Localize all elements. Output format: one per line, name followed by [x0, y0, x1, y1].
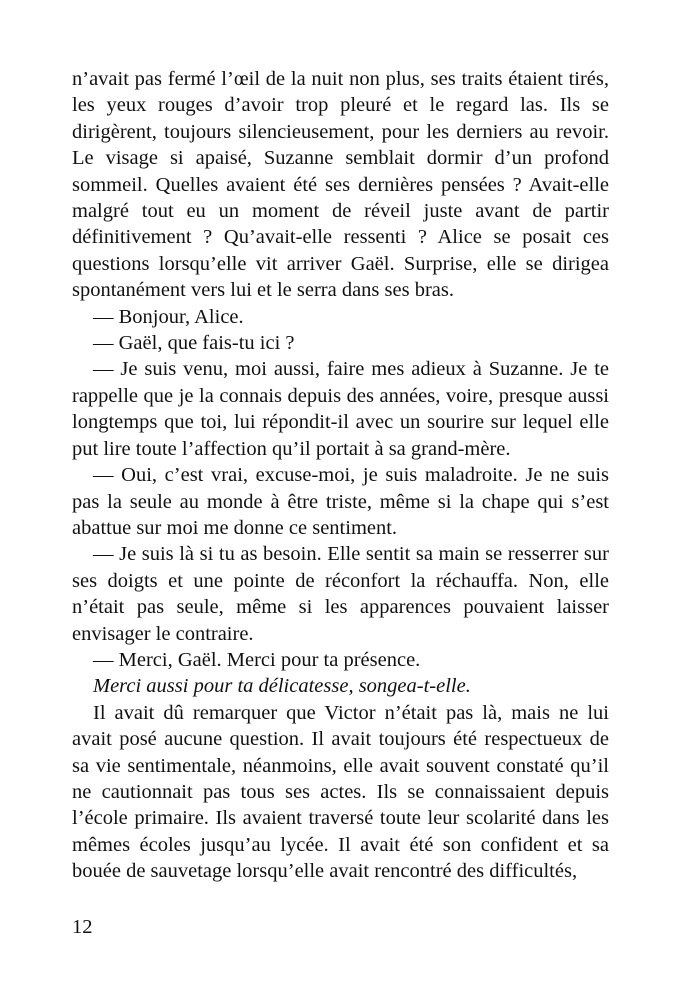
inner-thought-line: Merci aussi pour ta délicatesse, songea-t-elle. [93, 675, 471, 698]
dialogue-line-question: — Gaël, que fais-tu ici ? [93, 332, 295, 355]
paragraph-closing: Il avait dû remarquer que Victor n’était pas là, mais ne lui avait posé aucune question. Il avait toujours été respectueux de sa vie sentimentale, néanmoins, elle avait souvent constaté qu’il ne cautionnait pas tous ses actes. Ils se connaissaient depuis l’école primaire. Ils avaient traversé toute leur scolarité dans les mêmes écoles jusqu’au lycée. Il avait été son confident et sa bouée de sauvetage lorsqu’elle avait rencontré des difficultés, [72, 701, 609, 883]
dialogue-line-besoin: — Je suis là si tu as besoin. Elle sentit sa main se resserrer sur ses doigts et une pointe de réconfort la réchauffa. Non, elle n’était pas seule, même si les apparences pouvaient laisser envisager le contraire. [72, 543, 609, 645]
body-text [72, 66, 609, 885]
page-number: 12 [72, 916, 93, 938]
dialogue-line-excuse: — Oui, c’est vrai, excuse-moi, je suis maladroite. Je ne suis pas la seule au monde à être triste, même si la chape qui s’est abattue sur moi me donne ce sentiment. [72, 464, 609, 539]
dialogue-line-merci: — Merci, Gaël. Merci pour ta présence. [93, 648, 421, 671]
dialogue-line-adieux: — Je suis venu, moi aussi, faire mes adieux à Suzanne. Je te rappelle que je la connais depuis des années, voire, presque aussi longtemps que toi, lui répondit-il avec un sourire sur lequel elle put lire toute l’affection qu’il portait à sa grand-mère. [72, 358, 609, 460]
paragraph-opening: n’avait pas fermé l’œil de la nuit non plus, ses traits étaient tirés, les yeux rouges d’avoir trop pleuré et le regard las. Ils se dirigèrent, toujours silencieusement, pour les derniers au revoir. Le visage si apaisé, Suzanne semblait dormir d’un profond sommeil. Quelles avaient été ses dernières pensées ? Avait-elle malgré tout eu un moment de réveil juste avant de partir définitivement ? Qu’avait-elle ressenti ? Alice se posait ces questions lorsqu’elle vit arriver Gaël. Surprise, elle se dirigea spontanément vers lui et le serra dans ses bras. [72, 68, 609, 302]
dialogue-line-bonjour: — Bonjour, Alice. [93, 305, 244, 328]
